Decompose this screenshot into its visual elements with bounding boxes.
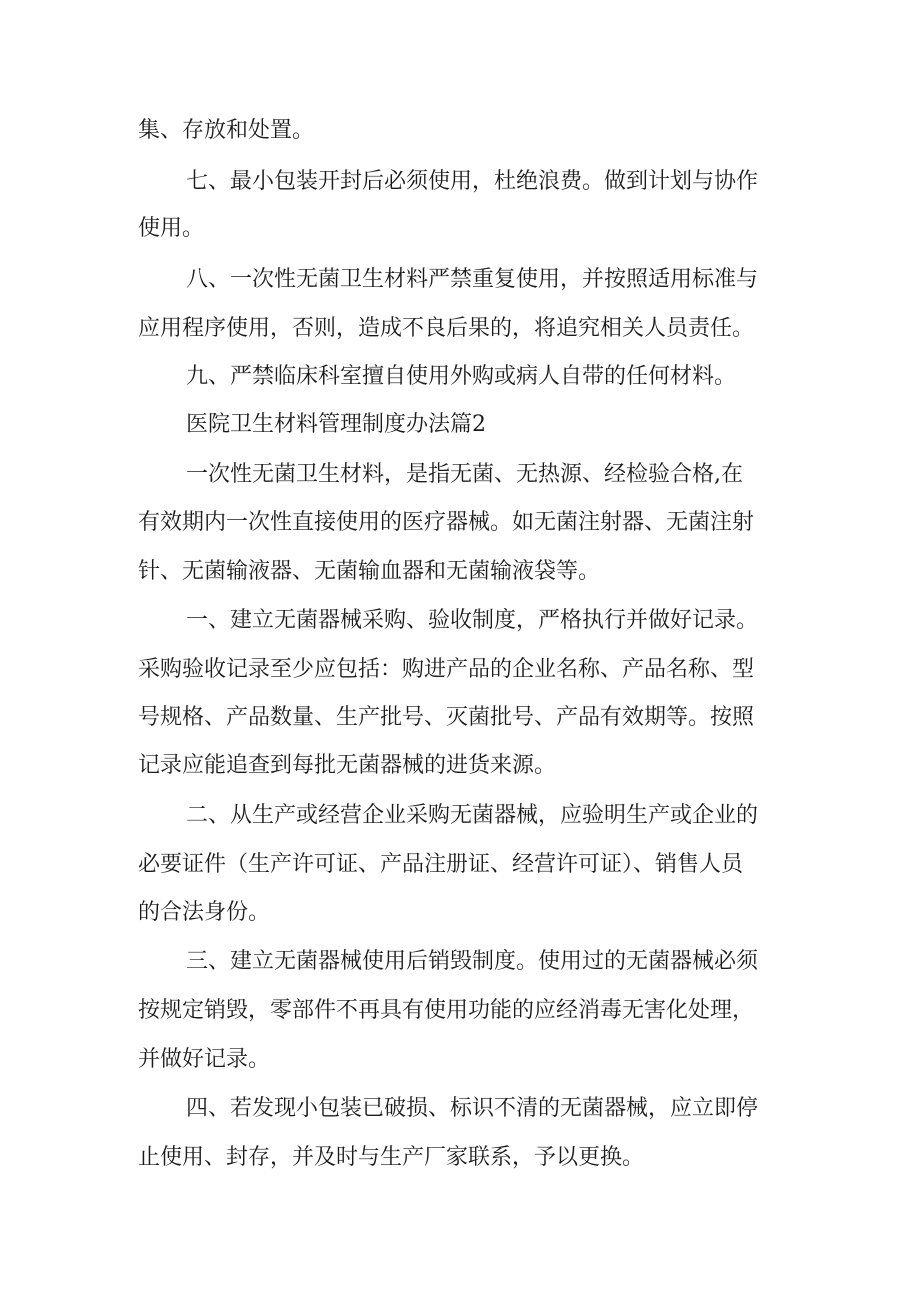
section-heading: 医院卫生材料管理制度办法篇2 xyxy=(186,412,486,437)
text-line: 采购验收记录至少应包括：购进产品的企业名称、产品名称、型 xyxy=(138,657,755,682)
text-line: 应用程序使用，否则，造成不良后果的，将追究相关人员责任。 xyxy=(138,316,755,341)
text-line: 针、无菌输液器、无菌输血器和无菌输液袋等。 xyxy=(138,559,601,584)
text-line: 并做好记录。 xyxy=(138,1047,271,1072)
text-line: 止使用、封存，并及时与生产厂家联系，予以更换。 xyxy=(138,1145,645,1170)
text-line: 记录应能追查到每批无菌器械的进货来源。 xyxy=(138,753,557,778)
text-line: 的合法身份。 xyxy=(138,900,271,925)
text-line: 七、最小包装开封后必须使用，杜绝浪费。做到计划与协作 xyxy=(186,169,759,194)
text-line: 三、建立无菌器械使用后销毁制度。使用过的无菌器械必须 xyxy=(186,949,759,974)
text-line: 二、从生产或经营企业采购无菌器械，应验明生产或企业的 xyxy=(186,803,759,828)
text-line: 有效期内一次性直接使用的医疗器械。如无菌注射器、无菌注射 xyxy=(138,510,755,535)
text-line: 九、严禁临床科室擅自使用外购或病人自带的任何材料。 xyxy=(186,364,737,389)
text-line: 一次性无菌卫生材料，是指无菌、无热源、经检验合格,在 xyxy=(186,462,743,487)
text-line: 四、若发现小包装已破损、标识不清的无菌器械，应立即停 xyxy=(186,1096,759,1121)
text-line: 使用。 xyxy=(138,216,205,241)
text-line: 必要证件（生产许可证、产品注册证、经营许可证）、销售人员 xyxy=(138,852,744,877)
text-line: 八、一次性无菌卫生材料严禁重复使用，并按照适用标准与 xyxy=(186,267,759,292)
text-line: 集、存放和处置。 xyxy=(138,118,315,143)
text-line: 按规定销毁，零部件不再具有使用功能的应经消毒无害化处理， xyxy=(138,998,755,1023)
text-line: 一、建立无菌器械采购、验收制度，严格执行并做好记录。 xyxy=(186,608,759,633)
text-line: 号规格、产品数量、生产批号、灭菌批号、产品有效期等。按照 xyxy=(138,705,755,730)
